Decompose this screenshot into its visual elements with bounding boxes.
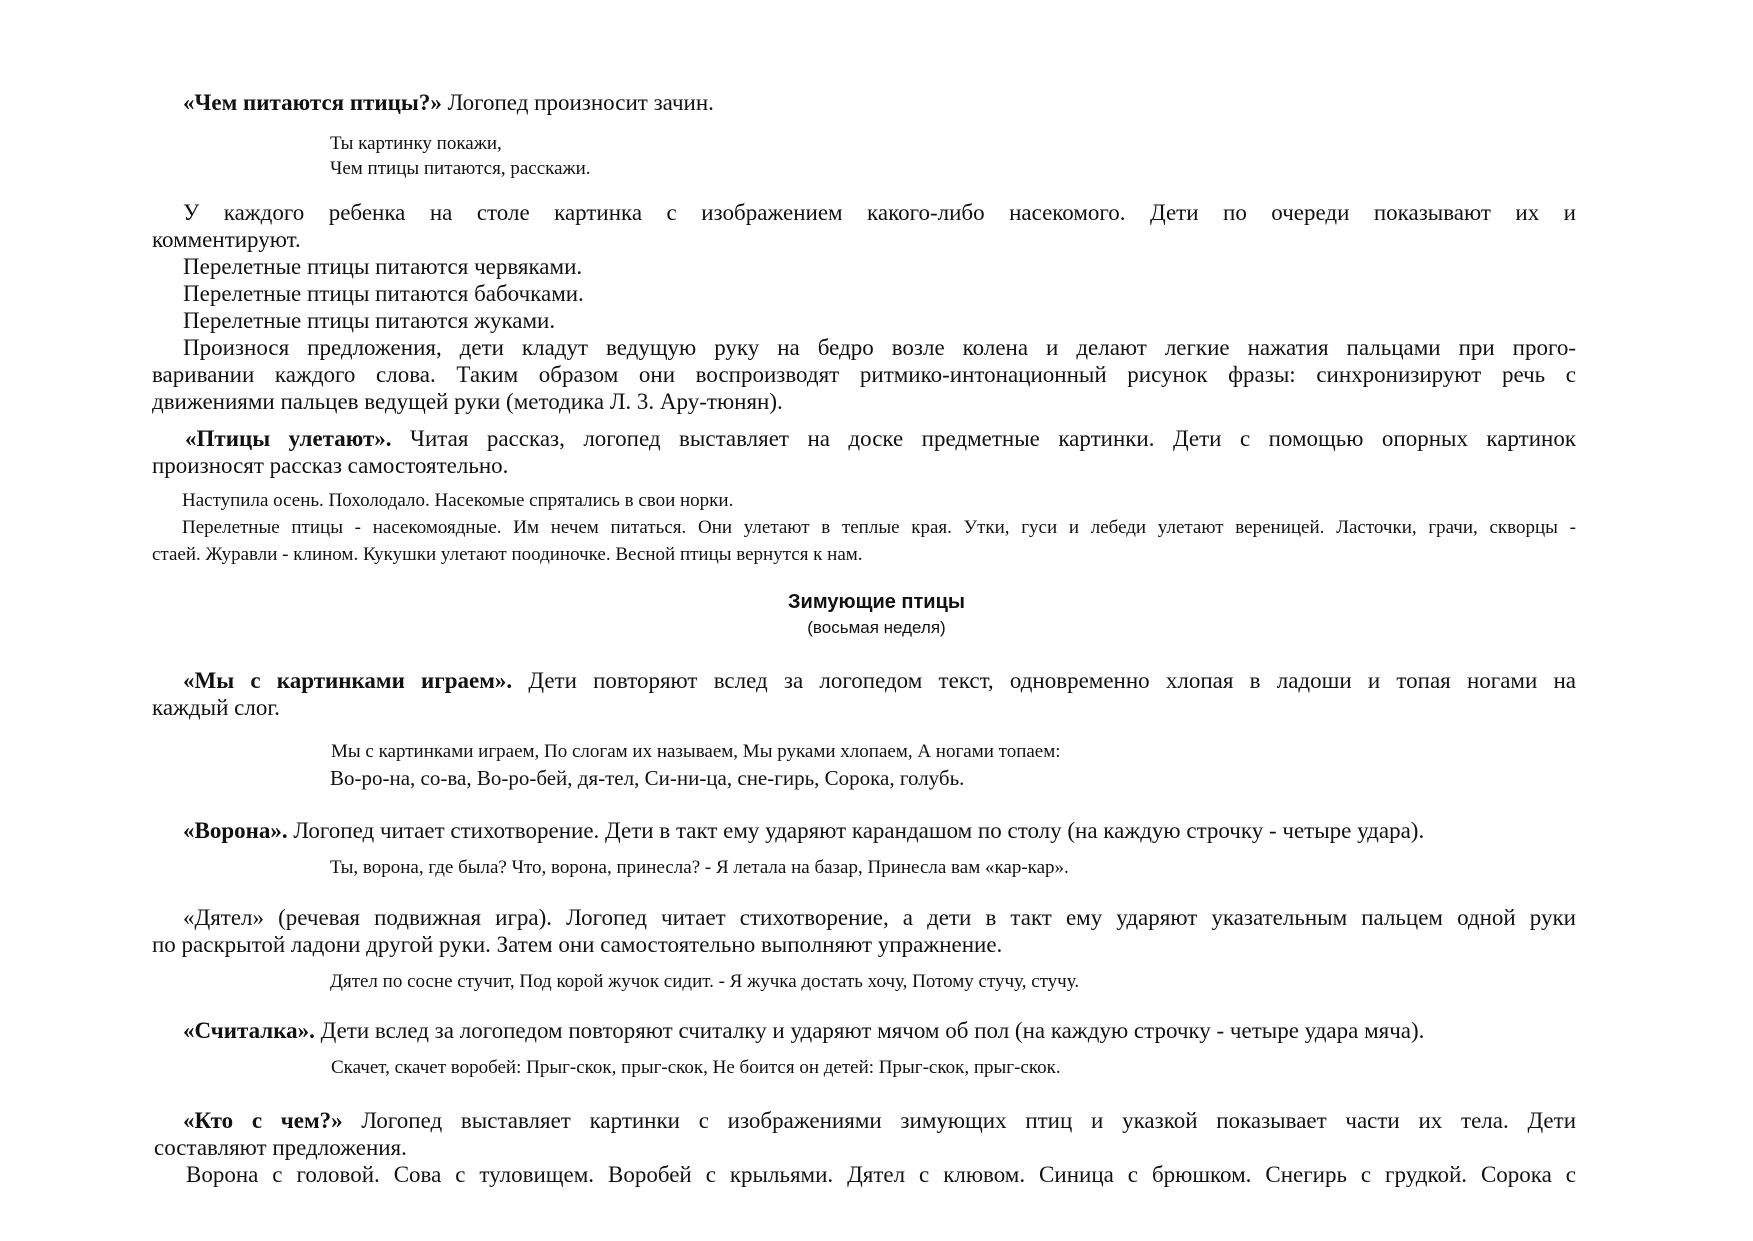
paragraph-line: составляют предложения. <box>154 1135 407 1160</box>
story-line: Наступила осень. Похолодало. Насекомые спрятались в свои норки. <box>182 490 734 511</box>
section-heading: Зимующие птицы <box>788 591 965 613</box>
game-title: «Птицы улетают». <box>185 426 392 451</box>
section-subheading: (восьмая неделя) <box>807 618 946 637</box>
paragraph-text: Логопед выставляет картинки с изображениями зимующих птиц и указкой показывает части их тела. Дети <box>342 1108 1576 1133</box>
paragraph-birds-fly-away <box>185 425 1576 452</box>
sentence-line: Перелетные птицы питаются червяками. <box>183 254 583 279</box>
game-title: «Мы с картинками играем». <box>183 668 513 693</box>
verse-line: Дятел по сосне стучит, Под корой жучок сидит. - Я жучка достать хочу, Потому стучу, стучу. <box>330 971 1080 992</box>
verse-line: Скачет, скачет воробей: Прыг-скок, прыг-скок, Не боится он детей: Прыг-скок, прыг-скок. <box>331 1057 1061 1078</box>
story-line: Перелетные птицы - насекомоядные. Им нечем питаться. Они улетают в теплые края. Утки, гуси и лебеди улетают вереницей. Ласточки, грачи, скворцы - <box>182 517 1576 538</box>
verse-line: Ты картинку покажи, <box>330 133 502 154</box>
story-line: стаей. Журавли - клином. Кукушки улетают поодиночке. Весной птицы вернутся к нам. <box>152 544 863 565</box>
paragraph-line: У каждого ребенка на столе картинка с изображением какого-либо насекомого. Дети по очереди показывают их и <box>183 200 1576 225</box>
game-title: «Кто с чем?» <box>183 1108 343 1133</box>
syllable-line: Во-ро-на, со-ва, Во-ро-бей, дя-тел, Си-ни-ца, сне-гирь, Сорока, голубь. <box>330 766 965 790</box>
paragraph-text: Дети повторяют вслед за логопедом текст, одновременно хлопая в ладоши и топая ногами на <box>512 668 1576 693</box>
paragraph-birds-eat-intro <box>183 89 714 116</box>
paragraph-line: Произнося предложения, дети кладут ведущую руку на бедро возле колена и делают легкие нажатия пальцами при прого- <box>183 335 1576 360</box>
paragraph-text: Дети вслед за логопедом повторяют считалку и ударяют мячом об пол (на каждую строчку - четыре удара мяча). <box>314 1018 1425 1043</box>
game-title: «Чем питаются птицы?» <box>183 90 442 115</box>
verse-line: Ты, ворона, где была? Что, ворона, принесла? - Я летала на базар, Принесла вам «кар-кар». <box>330 857 1069 878</box>
paragraph-line: по раскрытой ладони другой руки. Затем они самостоятельно выполняют упражнение. <box>152 932 1003 957</box>
paragraph-line: комментируют. <box>152 227 301 252</box>
paragraph-text: Логопед произносит зачин. <box>441 90 714 115</box>
verse-line: Чем птицы питаются, расскажи. <box>330 158 591 179</box>
paragraph-line: варивании каждого слова. Таким образом они воспроизводят ритмико-интонационный рисунок фразы: синхронизируют речь с <box>152 362 1576 387</box>
paragraph-text: Читая рассказ, логопед выставляет на доске предметные картинки. Дети с помощью опорных картинок <box>391 426 1577 451</box>
paragraph-line: каждый слог. <box>152 695 280 720</box>
paragraph-line: движениями пальцев ведущей руки (методика Л. 3. Ару-тюнян). <box>152 389 783 414</box>
paragraph-crow <box>183 817 1424 844</box>
game-title: «Ворона». <box>183 818 288 843</box>
paragraph-text: Логопед читает стихотворение. Дети в такт ему ударяют карандашом по столу (на каждую строчку - четыре удара). <box>287 818 1425 843</box>
sentence-line: Перелетные птицы питаются жуками. <box>183 308 556 333</box>
sentence-line: Перелетные птицы питаются бабочками. <box>183 281 584 306</box>
paragraph-who-with-what <box>183 1107 1576 1134</box>
paragraph-line: «Дятел» (речевая подвижная игра). Логопед читает стихотворение, а дети в такт ему ударяют указательным пальцем одной руки <box>183 905 1576 930</box>
verse-line: Мы с картинками играем, По слогам их называем, Мы руками хлопаем, А ногами топаем: <box>331 741 1061 762</box>
game-title: «Считалка». <box>183 1018 315 1043</box>
paragraph-line: произносят рассказ самостоятельно. <box>152 453 509 478</box>
paragraph-counting-rhyme <box>183 1017 1424 1044</box>
paragraph-playing-with-pictures <box>183 667 1576 694</box>
paragraph-line: Ворона с головой. Сова с туловищем. Воробей с крыльями. Дятел с клювом. Синица с брюшком. Снегирь с грудкой. Сорока с <box>186 1162 1576 1187</box>
